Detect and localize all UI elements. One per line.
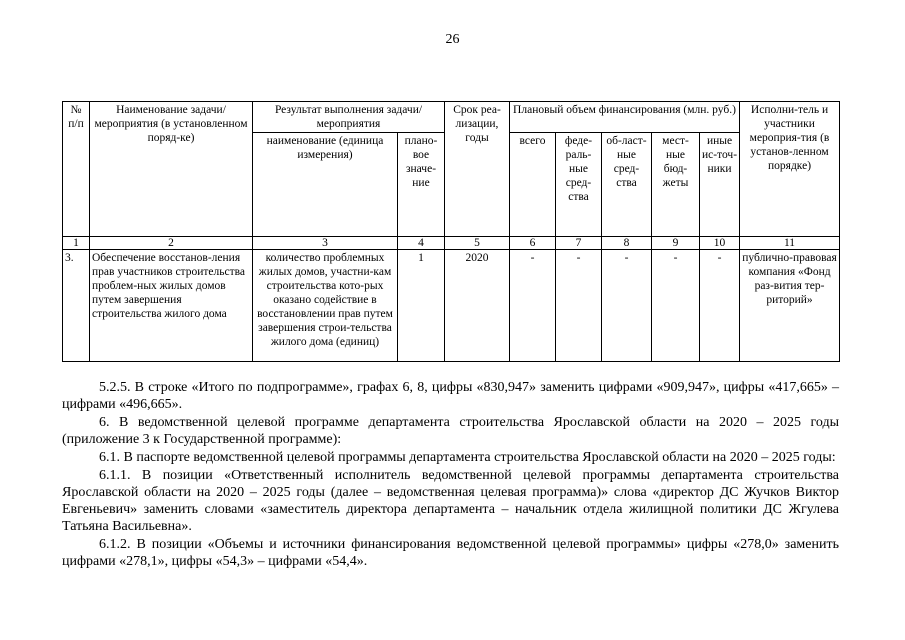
column-number: 3 xyxy=(253,237,398,250)
row-year: 2020 xyxy=(445,250,510,362)
column-number: 4 xyxy=(398,237,445,250)
column-number: 2 xyxy=(90,237,253,250)
row-local: - xyxy=(652,250,700,362)
column-number: 5 xyxy=(445,237,510,250)
header-funding-other: иные ис-точ-ники xyxy=(700,133,740,237)
header-executor: Исполни-тель и участники мероприя-тия (в установ-ленном порядке) xyxy=(740,102,840,237)
page-number: 26 xyxy=(445,32,460,47)
header-funding-federal: феде-раль-ные сред-ства xyxy=(556,133,602,237)
column-number: 7 xyxy=(556,237,602,250)
column-number: 1 xyxy=(63,237,90,250)
header-result-name: наименование (единица измерения) xyxy=(253,133,398,237)
header-funding-total: всего xyxy=(510,133,556,237)
financing-table xyxy=(62,101,840,362)
table-row xyxy=(63,250,840,362)
column-number: 10 xyxy=(700,237,740,250)
header-funding-regional: об-ласт-ные сред-ства xyxy=(602,133,652,237)
column-number-row xyxy=(63,237,840,250)
row-task: Обеспечение восстанов-ления прав участников строительства проблем-ных жилых домов путем завершения строительства жилого дома xyxy=(90,250,253,362)
column-number: 9 xyxy=(652,237,700,250)
row-regional: - xyxy=(602,250,652,362)
paragraph-6: 6. В ведомственной целевой программе департамента строительства Ярославской области на 2020 – 2025 годы (приложение 3 к Государственной программе): xyxy=(62,415,839,447)
column-number: 11 xyxy=(740,237,840,250)
row-other: - xyxy=(700,250,740,362)
row-federal: - xyxy=(556,250,602,362)
table-header-row xyxy=(63,102,840,133)
document-body xyxy=(62,379,839,570)
header-number: № п/п xyxy=(63,102,90,237)
paragraph-6-1-1: 6.1.1. В позиции «Ответственный исполнитель ведомственной целевой программы департамента строительства Ярославской области на 2020 – 2025 годы (далее – ведомственная целевая программа)» слова «директор ДС Жучков Виктор Евгеньевич» заменить словами «заместитель директора департамента – начальник отдела жилищной политики ДС Жгулева Татьяна Васильевна». xyxy=(62,468,839,534)
header-result-planned: плано-вое значе-ние xyxy=(398,133,445,237)
header-funding-group: Плановый объем финансирования (млн. руб.) xyxy=(510,102,740,133)
header-funding-local: мест-ные бюд-жеты xyxy=(652,133,700,237)
row-executor: публично-правовая компания «Фонд раз-вития тер-риторий» xyxy=(740,250,840,362)
row-planned: 1 xyxy=(398,250,445,362)
row-result: количество проблемных жилых домов, участни-кам строительства кото-рых оказано содействие в восстановлении прав путем завершения строи-тельства жилого дома (единиц) xyxy=(253,250,398,362)
column-number: 6 xyxy=(510,237,556,250)
header-result-group: Результат выполнения задачи/ мероприятия xyxy=(253,102,445,133)
row-total: - xyxy=(510,250,556,362)
paragraph-6-1: 6.1. В паспорте ведомственной целевой программы департамента строительства Ярославской области на 2020 – 2025 годы: xyxy=(99,450,836,465)
paragraph-6-1-2: 6.1.2. В позиции «Объемы и источники финансирования ведомственной целевой программы» цифры «278,0» заменить цифрами «278,1», цифры «54,3» – цифрами «54,4». xyxy=(62,537,839,569)
header-task-name: Наименование задачи/ мероприятия (в установленном поряд-ке) xyxy=(90,102,253,237)
paragraph-5-2-5: 5.2.5. В строке «Итого по подпрограмме», графах 6, 8, цифры «830,947» заменить цифрами «909,947», цифры «417,665» – цифрами «496,665». xyxy=(62,380,839,412)
header-deadline: Срок реа-лизации, годы xyxy=(445,102,510,237)
row-number: 3. xyxy=(63,250,90,362)
column-number: 8 xyxy=(602,237,652,250)
